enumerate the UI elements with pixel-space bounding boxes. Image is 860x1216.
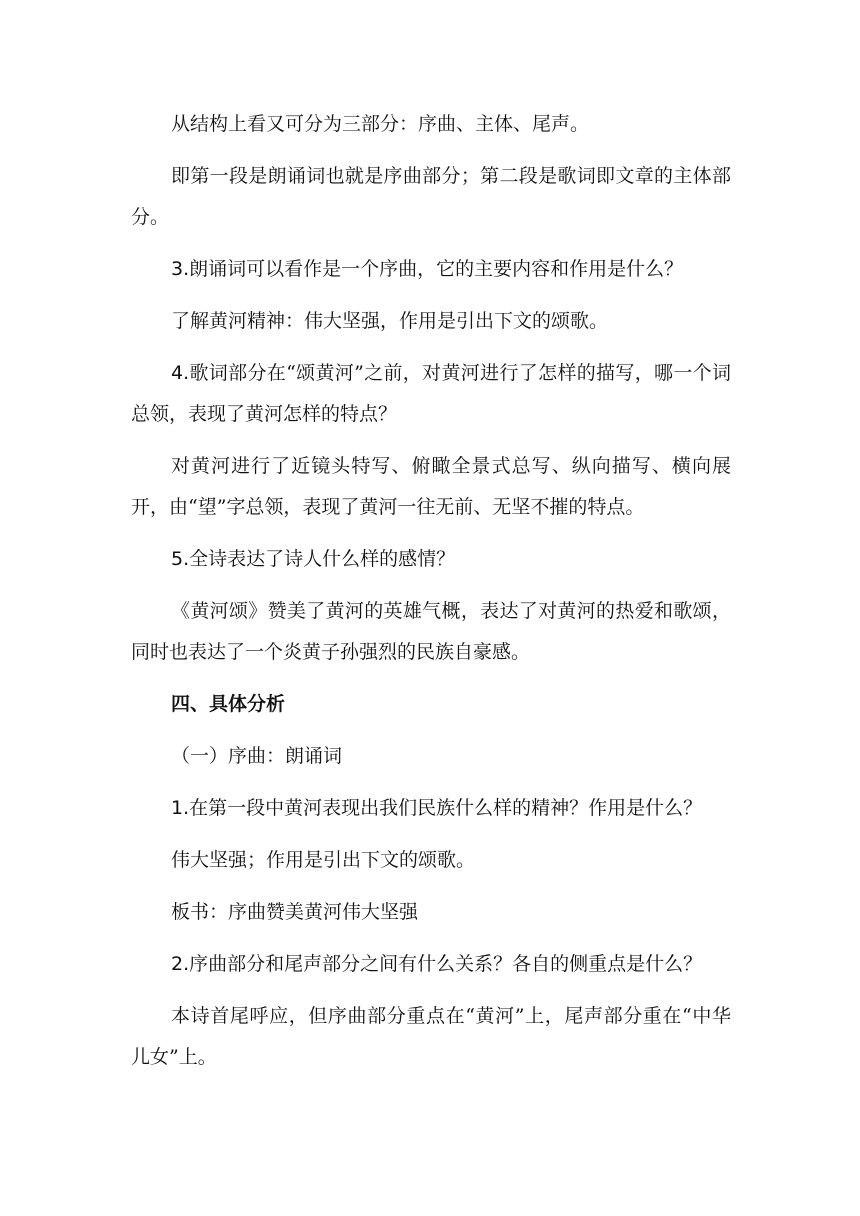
question-prelude-1: 1.在第一段中黄河表现出我们民族什么样的精神？作用是什么？: [171, 797, 703, 819]
question-number: 4.: [171, 362, 190, 384]
question-number: 3.: [171, 258, 190, 280]
subsection-heading: （一）序曲：朗诵词: [171, 745, 343, 767]
question-5: 5.全诗表达了诗人什么样的感情？: [171, 548, 456, 570]
paragraph-sections: 即第一段是朗诵词也就是序曲部分；第二段是歌词即文章的主体部分。: [131, 165, 731, 228]
answer-prelude-2: 本诗首尾呼应，但序曲部分重点在“黄河”上，尾声部分重在“中华儿女”上。: [131, 1005, 731, 1068]
answer-4: 对黄河进行了近镜头特写、俯瞰全景式总写、纵向描写、横向展开，由“望”字总领，表现了黄河一往无前、无坚不摧的特点。: [131, 455, 731, 518]
paragraph-structure: 从结构上看又可分为三部分：序曲、主体、尾声。: [171, 113, 590, 135]
question-number: 1.: [171, 797, 190, 819]
question-3: 3.朗诵词可以看作是一个序曲，它的主要内容和作用是什么？: [171, 258, 684, 280]
question-prelude-2: 2.序曲部分和尾声部分之间有什么关系？各自的侧重点是什么？: [171, 953, 703, 975]
document-page: [131, 104, 731, 1089]
question-number: 5.: [171, 548, 190, 570]
answer-prelude-1: 伟大坚强；作用是引出下文的颂歌。: [171, 849, 476, 871]
blackboard-note: 板书：序曲赞美黄河伟大坚强: [171, 901, 419, 923]
question-number: 2.: [171, 953, 190, 975]
answer-5: 《黄河颂》赞美了黄河的英雄气概，表达了对黄河的热爱和歌颂，同时也表达了一个炎黄子孙强烈的民族自豪感。: [131, 600, 731, 663]
question-4: 4.歌词部分在“颂黄河”之前，对黄河进行了怎样的描写，哪一个词总领，表现了黄河怎样的特点？: [131, 362, 731, 425]
answer-3: 了解黄河精神：伟大坚强，作用是引出下文的颂歌。: [171, 310, 609, 332]
section-heading: 四、具体分析: [171, 693, 286, 715]
